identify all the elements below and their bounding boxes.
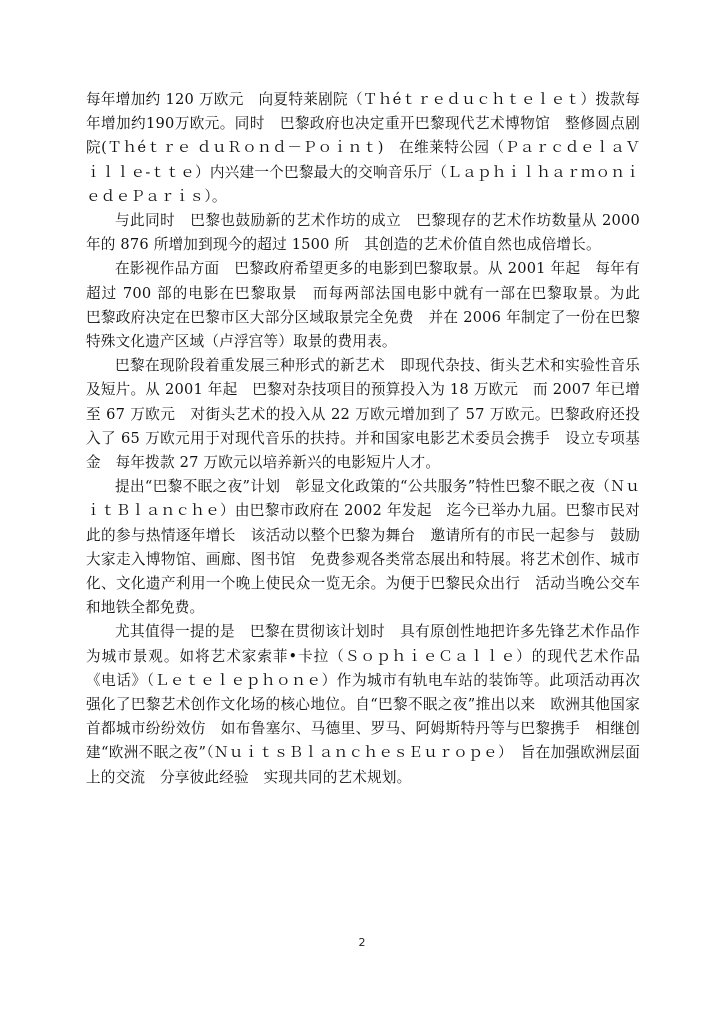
paragraph-art-workshops: 与此同时 巴黎也鼓励新的艺术作坊的成立 巴黎现存的艺术作坊数量从 2000 年的 876 所增加到现今的超过 1500 所 其创造的艺术价值自然也成倍增长。 — [86, 212, 640, 254]
paragraph-film-shooting: 在影视作品方面 巴黎政府希望更多的电影到巴黎取景。从 2001 年起 每年有超过 700 部的电影在巴黎取景 而每两部法国电影中就有一部在巴黎取景。为此 巴黎政府决定在巴黎市区大部分区域取景完全免费 并在 2006 年制定了一份在巴黎特殊文化遗产区域（卢浮宫等）取景的费用表。 — [86, 260, 655, 351]
paragraph-funding: 每年增加约 120 万欧元 向夏特莱剧院（Ｔｈéｔｒｅｄｕｃｈｔｅｌｅｔ）拨款每年增加约190万欧元。同时 巴黎政府也决定重开巴黎现代艺术博物馆 整修圆点剧院(Ｔｈéｔｒｅ ｄｕＲｏｎｄ－Ｐｏｉｎｔ) 在维莱特公园（ＰａｒｃｄｅｌａＶｉｌｌｅ-ｔｔｅ）内兴建一个巴黎最大的交响音乐厅（ＬａｐｈｉｌｈａｒｍｏｎｉｅｄｅＰａｒｉｓ）。 — [86, 91, 640, 205]
page-number: 2 — [358, 936, 366, 949]
paragraph-avant-garde: 尤其值得一提的是 巴黎在贯彻该计划时 具有原创性地把许多先锋艺术作品作为城市景观。如将艺术家索菲•卡拉（ＳｏｐｈｉｅＣａｌｌｅ）的现代艺术作品《电话》（Ｌｅｔｅｌｅｐｈｏｎｅ）作为城市有轨电车站的装饰等。此项活动再次强化了巴黎艺术创作文化场的核心地位。自“巴黎不眠之夜”推出以来 欧洲其他国家首都城市纷纷效仿 如布鲁塞尔、马德里、罗马、阿姆斯特丹等与巴黎携手 相继创建“欧洲不眠之夜”（ＮｕｉｔｓＢｌａｎｃｈｅｓＥｕｒｏｐｅ） 旨在加强欧洲层面上的交流 分享彼此经验 实现共同的艺术规划。 — [86, 623, 640, 786]
paragraph-new-arts: 巴黎在现阶段着重发展三种形式的新艺术 即现代杂技、街头艺术和实验性音乐及短片。从 2001 年起 巴黎对杂技项目的预算投入为 18 万欧元 而 2007 年已增至 67 万欧元 对街头艺术的投入从 22 万欧元增加到了 57 万欧元。巴黎政府还投入了 65 万欧元用于对现代音乐的扶持。并和国家电影艺术委员会携手 设立专项基金 每年拨款 27 万欧元以培养新兴的电影短片人才。 — [86, 357, 640, 472]
document-body — [86, 88, 655, 790]
paragraph-nuit-blanche: 提出“巴黎不眠之夜”计划 彰显文化政策的“公共服务”特性巴黎不眠之夜（ＮｕｉｔＢｌａｎｃｈｅ）由巴黎市政府在 2002 年发起 迄今已举办九届。巴黎市民对此的参与热情逐年增长 该活动以整个巴黎为舞台 邀请所有的市民一起参与 鼓励大家走入博物馆、画廊、图书馆 免费参观各类常态展出和特展。将艺术创作、城市化、文化遗产利用一个晚上使民众一览无余。为便于巴黎民众出行 活动当晚公交车和地铁全都免费。 — [86, 478, 640, 617]
